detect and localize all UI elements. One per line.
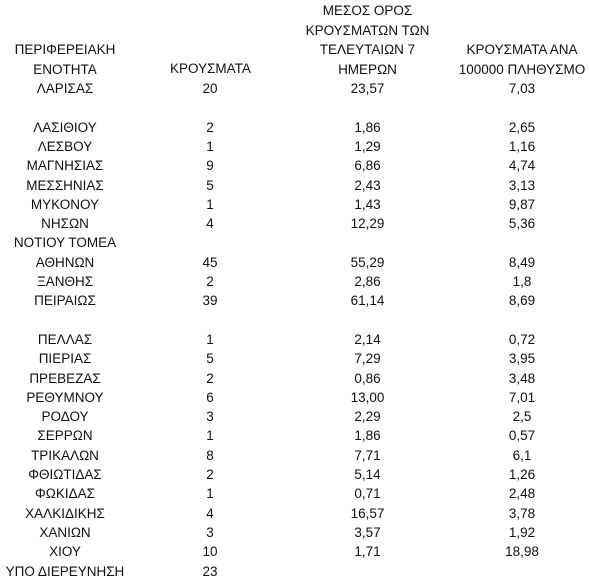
cell-avg7 — [300, 98, 435, 118]
cell-per100k — [455, 311, 589, 331]
cell-avg7: 2,43 — [300, 176, 435, 196]
cell-cases: 2 — [170, 465, 250, 485]
cell-per100k: 2,5 — [455, 407, 589, 427]
cell-avg7: 61,14 — [300, 291, 435, 311]
cell-avg7: 7,71 — [300, 446, 435, 466]
cell-per100k: 6,1 — [455, 446, 589, 466]
cell-avg7 — [300, 562, 435, 581]
cell-avg7: 1,29 — [300, 137, 435, 157]
cell-region: ΡΟΔΟΥ — [0, 407, 130, 427]
cell-avg7: 5,14 — [300, 465, 435, 485]
cell-region: ΦΘΙΩΤΙΔΑΣ — [0, 465, 130, 485]
cell-avg7: 1,71 — [300, 542, 435, 562]
cell-cases: 4 — [170, 504, 250, 524]
cell-region: ΝΟΤΙΟΥ ΤΟΜΕΑ — [0, 233, 130, 253]
cell-region: ΠΕΙΡΑΙΩΣ — [0, 291, 130, 311]
cell-region — [0, 311, 130, 331]
cell-cases: 1 — [170, 195, 250, 215]
cell-per100k: 2,65 — [455, 118, 589, 138]
cell-per100k: 3,13 — [455, 176, 589, 196]
cell-cases: 20 — [170, 79, 250, 99]
header-cases-line: ΚΡΟΥΣΜΑΤΑ — [170, 59, 250, 79]
cell-region — [0, 98, 130, 118]
cell-cases: 3 — [170, 523, 250, 543]
cell-per100k: 3,78 — [455, 504, 589, 524]
cell-region: ΞΑΝΘΗΣ — [0, 272, 130, 292]
cell-region: ΧΑΛΚΙΔΙΚΗΣ — [0, 504, 130, 524]
cell-cases: 39 — [170, 291, 250, 311]
cell-region: ΡΕΘΥΜΝΟΥ — [0, 388, 130, 408]
cell-cases: 2 — [170, 369, 250, 389]
cell-avg7: 23,57 — [300, 79, 435, 99]
cell-avg7: 1,86 — [300, 118, 435, 138]
cell-avg7: 2,14 — [300, 330, 435, 350]
cell-per100k: 1,16 — [455, 137, 589, 157]
cell-region: ΤΡΙΚΑΛΩΝ — [0, 446, 130, 466]
cell-per100k: 1,92 — [455, 523, 589, 543]
cell-region: ΧΑΝΙΩΝ — [0, 523, 130, 543]
header-per100k-line: ΚΡΟΥΣΜΑΤΑ ΑΝΑ — [455, 40, 589, 60]
cell-region: ΣΕΡΡΩΝ — [0, 426, 130, 446]
cell-cases — [170, 311, 250, 331]
cell-region: ΝΗΣΩΝ — [0, 214, 130, 234]
cell-avg7: 16,57 — [300, 504, 435, 524]
cell-cases: 1 — [170, 137, 250, 157]
cell-per100k: 8,69 — [455, 291, 589, 311]
cell-cases: 23 — [170, 562, 250, 581]
cell-cases: 6 — [170, 388, 250, 408]
cell-cases — [170, 98, 250, 118]
cell-cases: 1 — [170, 426, 250, 446]
cell-cases: 10 — [170, 542, 250, 562]
cell-avg7: 2,29 — [300, 407, 435, 427]
cell-per100k — [455, 98, 589, 118]
cell-region: ΠΕΛΛΑΣ — [0, 330, 130, 350]
cell-per100k: 1,26 — [455, 465, 589, 485]
header-avg7-line: ΜΕΣΟΣ ΟΡΟΣ — [300, 1, 435, 21]
cell-per100k — [455, 562, 589, 581]
cell-per100k: 2,48 — [455, 484, 589, 504]
cell-avg7: 12,29 — [300, 214, 435, 234]
header-per100k-line: 100000 ΠΛΗΘΥΣΜΟ — [455, 60, 589, 80]
cell-cases: 1 — [170, 330, 250, 350]
cell-avg7: 0,71 — [300, 484, 435, 504]
cell-per100k: 7,01 — [455, 388, 589, 408]
header-avg7-line: ΤΕΛΕΥΤΑΙΩΝ 7 — [300, 40, 435, 60]
cell-cases: 4 — [170, 214, 250, 234]
cell-cases: 45 — [170, 253, 250, 273]
cell-per100k: 3,95 — [455, 349, 589, 369]
header-region-line: ΕΝΟΤΗΤΑ — [0, 60, 130, 80]
cell-region: ΛΑΣΙΘΙΟΥ — [0, 118, 130, 138]
cell-per100k: 4,74 — [455, 156, 589, 176]
cell-avg7: 2,86 — [300, 272, 435, 292]
cell-avg7: 1,86 — [300, 426, 435, 446]
cell-region: ΠΙΕΡΙΑΣ — [0, 349, 130, 369]
cell-avg7: 13,00 — [300, 388, 435, 408]
cell-cases: 2 — [170, 118, 250, 138]
cell-cases: 8 — [170, 446, 250, 466]
cell-per100k: 0,72 — [455, 330, 589, 350]
cell-cases: 5 — [170, 176, 250, 196]
cell-cases: 1 — [170, 484, 250, 504]
cell-cases: 2 — [170, 272, 250, 292]
cell-avg7: 1,43 — [300, 195, 435, 215]
cell-cases: 9 — [170, 156, 250, 176]
cell-region: ΛΕΣΒΟΥ — [0, 137, 130, 157]
cell-avg7 — [300, 311, 435, 331]
cell-per100k: 18,98 — [455, 542, 589, 562]
cell-region: ΑΘΗΝΩΝ — [0, 253, 130, 273]
cell-region: ΥΠΟ ΔΙΕΡΕΥΝΗΣΗ — [0, 562, 130, 581]
cell-per100k: 8,49 — [455, 253, 589, 273]
cell-cases — [170, 233, 250, 253]
cell-cases: 5 — [170, 349, 250, 369]
header-avg7-line: ΗΜΕΡΩΝ — [300, 60, 435, 80]
cell-region: ΧΙΟΥ — [0, 542, 130, 562]
cell-region: ΛΑΡΙΣΑΣ — [0, 79, 130, 99]
cell-per100k: 0,57 — [455, 426, 589, 446]
cell-per100k — [455, 233, 589, 253]
cell-avg7: 3,57 — [300, 523, 435, 543]
cell-region: ΜΕΣΣΗΝΙΑΣ — [0, 176, 130, 196]
cell-per100k: 9,87 — [455, 195, 589, 215]
cell-region: ΜΑΓΝΗΣΙΑΣ — [0, 156, 130, 176]
header-avg7-line: ΚΡΟΥΣΜΑΤΩΝ ΤΩΝ — [300, 21, 435, 41]
cell-avg7: 7,29 — [300, 349, 435, 369]
cell-avg7 — [300, 233, 435, 253]
cell-avg7: 0,86 — [300, 369, 435, 389]
cell-cases: 3 — [170, 407, 250, 427]
cell-region: ΠΡΕΒΕΖΑΣ — [0, 369, 130, 389]
cell-region: ΜΥΚΟΝΟΥ — [0, 195, 130, 215]
header-region-line: ΠΕΡΙΦΕΡΕΙΑΚΗ — [0, 40, 130, 60]
cell-avg7: 55,29 — [300, 253, 435, 273]
cell-region: ΦΩΚΙΔΑΣ — [0, 484, 130, 504]
cell-per100k: 7,03 — [455, 79, 589, 99]
cell-per100k: 5,36 — [455, 214, 589, 234]
cell-per100k: 1,8 — [455, 272, 589, 292]
cell-avg7: 6,86 — [300, 156, 435, 176]
cell-per100k: 3,48 — [455, 369, 589, 389]
